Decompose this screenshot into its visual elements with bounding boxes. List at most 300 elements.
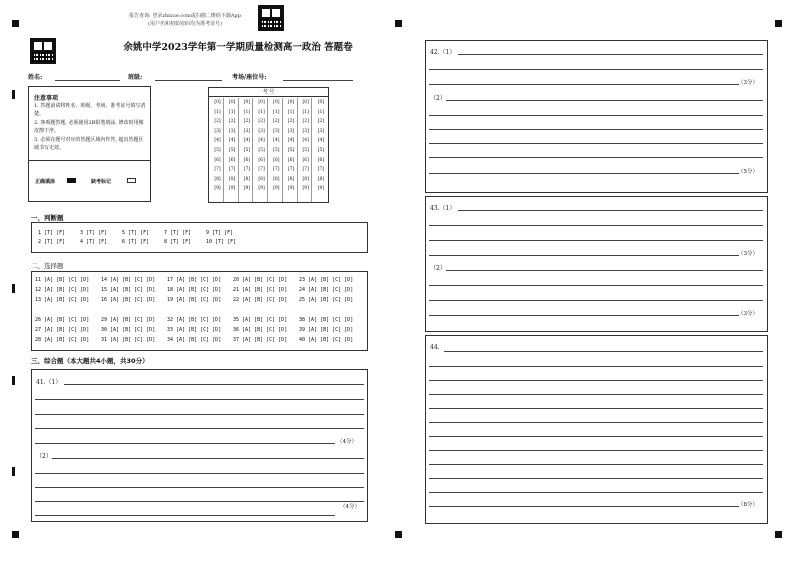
exam-number-column [212,98,224,202]
tf-item[interactable] [206,239,236,245]
q41-score2: （4分） [340,504,360,510]
answer-line[interactable] [429,225,763,226]
answer-line[interactable] [458,210,763,211]
mc-options[interactable]: [A] [B] [C] [D] [44,277,90,283]
tf-item-number: 10 [206,239,213,245]
answer-line[interactable] [429,129,763,130]
exam-digit-bubble[interactable]: [4] [317,138,325,144]
mc-item-number: 39 [299,327,306,333]
exam-digit-bubble[interactable]: [8] [243,176,251,182]
answer-line[interactable] [429,506,739,507]
mc-item-number: 15 [101,287,108,293]
exam-digit-bubble[interactable]: [2] [317,119,325,125]
exam-digit-bubble[interactable]: [1] [258,109,265,115]
mc-item-number: 26 [35,317,42,323]
corner-marker [775,20,782,27]
tf-item-number: 1 [38,230,42,236]
mc-options[interactable]: [A] [B] [C] [D] [308,327,354,333]
exam-digit-bubble[interactable]: [5] [287,147,295,153]
mc-options[interactable]: [A] [B] [C] [D] [176,287,222,293]
exam-digit-bubble[interactable]: [6] [302,157,309,163]
mc-item-number: 36 [233,327,240,333]
exam-number-column [241,98,253,202]
mc-item-number: 21 [233,287,240,293]
mc-item[interactable] [101,317,155,323]
mc-item-number: 29 [101,317,108,323]
mc-options[interactable]: [A] [B] [C] [D] [44,337,90,343]
answer-line[interactable] [35,443,335,444]
answer-line[interactable] [429,69,763,70]
class-label: 班级: [128,74,143,81]
mc-item[interactable] [35,277,89,283]
exam-digit-bubble[interactable]: [3] [302,128,309,134]
mc-options[interactable]: [A] [B] [C] [D] [242,337,288,343]
exam-digit-bubble[interactable]: [6] [214,157,221,163]
q42-score1: （3分） [738,80,758,86]
mc-item[interactable] [167,337,221,343]
exam-digit-bubble[interactable]: [9] [214,186,221,192]
exam-digit-bubble[interactable]: [7] [243,167,251,173]
mc-item-number: 13 [35,297,42,303]
exam-digit-bubble[interactable]: [9] [258,186,265,192]
exam-digit-bubble[interactable]: [1] [302,109,309,115]
mc-options[interactable]: [A] [B] [C] [D] [308,317,354,323]
exam-digit-bubble[interactable]: [3] [258,128,265,134]
exam-number-column [227,98,239,202]
mc-item-number: 23 [299,277,306,283]
exam-digit-bubble[interactable]: [3] [214,128,221,134]
exam-digit-bubble[interactable]: [1] [229,109,236,115]
tf-options[interactable]: [T] [F] [44,230,66,236]
notice-heading: 注意事项 [34,95,59,102]
answer-line[interactable] [35,428,364,429]
q43-score2: （3分） [738,311,758,317]
answer-line[interactable] [64,384,364,385]
exam-digit-bubble[interactable]: [2] [214,119,221,125]
tf-options[interactable]: [T] [F] [86,230,108,236]
answer-line[interactable] [35,399,364,400]
mc-item[interactable] [299,297,353,303]
notice-divider [29,160,150,161]
tf-options[interactable]: [T] [F] [86,239,108,245]
exam-digit-bubble[interactable]: [2] [258,119,265,125]
mc-item-number: 32 [167,317,174,323]
exam-digit-bubble[interactable]: [1] [273,109,280,115]
mc-options[interactable]: [A] [B] [C] [D] [242,287,288,293]
answer-line[interactable] [52,458,364,459]
tf-item[interactable] [122,230,149,236]
tf-item[interactable] [164,239,191,245]
answer-line[interactable] [429,436,763,437]
exam-digit-bubble[interactable]: [6] [273,157,280,163]
seat-field[interactable] [283,80,353,81]
tf-item-number: 4 [80,239,84,245]
section2-title: 二、选择题 [31,262,64,270]
page-title: 余姚中学2023学年第一学期质量检测高一政治 答题卷 [123,42,353,53]
answer-line[interactable] [35,515,335,516]
mc-options[interactable]: [A] [B] [C] [D] [176,327,222,333]
exam-digit-bubble[interactable]: [9] [317,186,325,192]
q42-label: 42.（1） [430,49,456,56]
exam-number-heading: 考 号 [209,88,328,97]
exam-number-grid [208,87,329,203]
exam-digit-bubble[interactable]: [7] [302,167,309,173]
mc-options[interactable]: [A] [B] [C] [D] [242,317,288,323]
mc-item[interactable] [233,287,287,293]
exam-number-column [315,98,327,202]
exam-digit-bubble[interactable]: [9] [229,186,236,192]
answer-line[interactable] [429,492,763,493]
q44-box [425,335,768,524]
q42-box [425,40,768,193]
mc-options[interactable]: [A] [B] [C] [D] [176,337,222,343]
exam-digit-bubble[interactable]: [5] [214,147,221,153]
exam-digit-bubble[interactable]: [3] [229,128,236,134]
exam-digit-bubble[interactable]: [0] [229,100,236,105]
answer-line[interactable] [444,351,763,352]
mc-options[interactable]: [A] [B] [C] [D] [308,297,354,303]
q44-score: （8分） [738,502,758,508]
mc-item-number: 12 [35,287,42,293]
section1-box [31,222,368,253]
mc-item-number: 30 [101,327,108,333]
notice-box [28,86,151,202]
app-qr-code [258,5,284,31]
exam-digit-bubble[interactable]: [4] [214,138,221,144]
exam-digit-bubble[interactable]: [8] [302,176,309,182]
mc-item-number: 35 [233,317,240,323]
exam-digit-bubble[interactable]: [1] [317,109,325,115]
mc-options[interactable]: [A] [B] [C] [D] [110,297,156,303]
mc-item[interactable] [167,297,221,303]
mc-options[interactable]: [A] [B] [C] [D] [110,287,156,293]
answer-line[interactable] [429,394,763,395]
notice-item: 2. 客观题答题, 必须使用2B铅笔填涂, 修改时用橡皮擦干净。 [34,120,144,134]
mc-item-number: 24 [299,287,306,293]
mc-item[interactable] [233,317,287,323]
exam-digit-bubble[interactable]: [9] [302,186,309,192]
answer-line[interactable] [429,478,763,479]
mc-item[interactable] [299,287,353,293]
mc-options[interactable]: [A] [B] [C] [D] [176,317,222,323]
mc-options[interactable]: [A] [B] [C] [D] [110,277,156,283]
answer-line[interactable] [35,487,364,488]
exam-digit-bubble[interactable]: [5] [273,147,280,153]
exam-digit-bubble[interactable]: [9] [243,186,251,192]
answer-line[interactable] [429,255,739,256]
report-notice-line1: 报告查询: 登录zhixue.com或扫描二维码下载App [129,13,241,19]
answer-line[interactable] [429,366,763,367]
tf-item[interactable] [80,230,107,236]
mc-item-number: 20 [233,277,240,283]
mc-item-number: 38 [299,317,306,323]
answer-line[interactable] [446,270,763,271]
exam-digit-bubble[interactable]: [3] [287,128,295,134]
mc-item[interactable] [299,327,353,333]
mc-item-number: 25 [299,297,306,303]
mc-item[interactable] [299,317,353,323]
exam-digit-bubble[interactable]: [4] [287,138,295,144]
mc-options[interactable]: [A] [B] [C] [D] [110,317,156,323]
tf-item[interactable] [206,230,233,236]
exam-number-column [300,98,312,202]
q44-label: 44. [430,344,440,351]
mc-item-number: 11 [35,277,42,283]
exam-digit-bubble[interactable]: [6] [287,157,295,163]
q41-sub2-label: （2） [36,453,52,460]
mc-item[interactable] [233,297,287,303]
answer-line[interactable] [35,473,364,474]
exam-digit-bubble[interactable]: [0] [214,100,221,105]
section2-box [31,271,368,351]
mc-item-number: 33 [167,327,174,333]
name-field[interactable] [55,80,120,81]
exam-digit-bubble[interactable]: [4] [302,138,309,144]
tf-options[interactable]: [T] [F] [212,230,234,236]
exam-digit-bubble[interactable]: [6] [229,157,236,163]
answer-line[interactable] [429,450,763,451]
answer-line[interactable] [429,173,739,174]
exam-digit-bubble[interactable]: [7] [317,167,325,173]
answer-line[interactable] [429,380,763,381]
report-notice [115,12,255,28]
mc-options[interactable]: [A] [B] [C] [D] [308,287,354,293]
q41-box [31,369,368,522]
mc-item-number: 34 [167,337,174,343]
exam-digit-bubble[interactable]: [9] [287,186,295,192]
exam-digit-bubble[interactable]: [0] [317,100,325,105]
exam-digit-bubble[interactable]: [5] [317,147,325,153]
exam-digit-bubble[interactable]: [9] [273,186,280,192]
tf-item[interactable] [164,230,191,236]
mc-item[interactable] [35,327,89,333]
mc-item[interactable] [101,327,155,333]
mc-item[interactable] [233,337,287,343]
exam-digit-bubble[interactable]: [8] [317,176,325,182]
correct-fill-sample [67,178,76,183]
mc-item-number: 18 [167,287,174,293]
exam-digit-bubble[interactable]: [2] [302,119,309,125]
answer-line[interactable] [458,54,763,55]
notice-item: 1. 答题前请将姓名、班级、考场、准考证号填写清楚。 [34,103,146,117]
tf-options[interactable]: [T] [F] [128,239,150,245]
notice-item: 3. 必须在题号对应的答题区域内作答, 超出答题区域书写无效。 [34,137,144,151]
answer-line[interactable] [35,501,364,502]
side-marker [12,90,15,99]
q42-sub2-label: （2） [430,95,446,102]
tf-item[interactable] [38,239,65,245]
absent-mark-box[interactable] [127,178,136,183]
report-notice-line2: (用户名和初始密码均为准考证号) [148,21,222,27]
exam-number-column [256,98,268,202]
exam-digit-bubble[interactable]: [4] [229,138,236,144]
answer-line[interactable] [429,115,763,116]
mc-item[interactable] [101,297,155,303]
q41-score1: （4分） [337,439,357,445]
mc-item[interactable] [101,337,155,343]
corner-marker [12,531,19,538]
exam-digit-bubble[interactable]: [8] [273,176,280,182]
mc-options[interactable]: [A] [B] [C] [D] [110,337,156,343]
answer-line[interactable] [446,100,763,101]
exam-digit-bubble[interactable]: [3] [317,128,325,134]
exam-digit-bubble[interactable]: [1] [243,109,251,115]
exam-digit-bubble[interactable]: [1] [287,109,295,115]
answer-line[interactable] [429,285,763,286]
answer-line[interactable] [429,240,763,241]
exam-digit-bubble[interactable]: [0] [287,100,295,105]
tf-options[interactable]: [T] [F] [170,239,192,245]
mc-item-number: 16 [101,297,108,303]
center-marker [395,20,402,27]
exam-digit-bubble[interactable]: [3] [243,128,251,134]
tf-item[interactable] [38,230,65,236]
mc-item-number: 40 [299,337,306,343]
exam-digit-bubble[interactable]: [4] [243,138,251,144]
answer-line[interactable] [429,408,763,409]
exam-digit-bubble[interactable]: [2] [287,119,295,125]
answer-line[interactable] [429,157,763,158]
mc-item[interactable] [167,327,221,333]
exam-digit-bubble[interactable]: [2] [229,119,236,125]
exam-digit-bubble[interactable]: [6] [317,157,325,163]
q43-sub2-label: （2） [430,265,446,272]
mc-options[interactable]: [A] [B] [C] [D] [242,297,288,303]
exam-digit-bubble[interactable]: [3] [273,128,280,134]
mc-item-number: 27 [35,327,42,333]
mc-item[interactable] [35,317,89,323]
mc-item-number: 17 [167,277,174,283]
mc-item[interactable] [299,277,353,283]
exam-digit-bubble[interactable]: [5] [243,147,251,153]
mc-item-number: 22 [233,297,240,303]
q41-label: 41.（1） [36,379,62,386]
exam-digit-bubble[interactable]: [4] [273,138,280,144]
mc-options[interactable]: [A] [B] [C] [D] [176,277,222,283]
q43-box [425,196,768,332]
exam-digit-bubble[interactable]: [0] [258,100,265,105]
mc-item-number: 19 [167,297,174,303]
exam-digit-bubble[interactable]: [8] [287,176,295,182]
mc-item[interactable] [167,317,221,323]
exam-digit-bubble[interactable]: [0] [273,100,280,105]
mc-item[interactable] [35,287,89,293]
tf-item-number: 2 [38,239,42,245]
center-marker [395,531,402,538]
exam-digit-bubble[interactable]: [5] [302,147,309,153]
tf-item-number: 7 [164,230,168,236]
mc-options[interactable]: [A] [B] [C] [D] [242,277,288,283]
mc-options[interactable]: [A] [B] [C] [D] [110,327,156,333]
exam-digit-bubble[interactable]: [7] [229,167,236,173]
answer-line[interactable] [429,422,763,423]
answer-line[interactable] [429,464,763,465]
exam-digit-bubble[interactable]: [1] [214,109,221,115]
tf-item-number: 3 [80,230,84,236]
q43-label: 43.（1） [430,205,456,212]
tf-options[interactable]: [T] [F] [215,239,237,245]
exam-digit-bubble[interactable]: [8] [214,176,221,182]
tf-item-number: 9 [206,230,210,236]
exam-number-column [286,98,298,202]
exam-digit-bubble[interactable]: [2] [273,119,280,125]
exam-digit-bubble[interactable]: [2] [243,119,251,125]
mc-options[interactable]: [A] [B] [C] [D] [44,287,90,293]
mc-options[interactable]: [A] [B] [C] [D] [44,297,90,303]
tf-item[interactable] [80,239,107,245]
tf-item-number: 8 [164,239,168,245]
answer-line[interactable] [429,143,763,144]
mc-item-number: 31 [101,337,108,343]
mc-options[interactable]: [A] [B] [C] [D] [44,317,90,323]
exam-digit-bubble[interactable]: [4] [258,138,265,144]
exam-digit-bubble[interactable]: [8] [229,176,236,182]
exam-digit-bubble[interactable]: [7] [258,167,265,173]
side-marker [12,376,15,385]
mc-item[interactable] [35,337,89,343]
exam-digit-bubble[interactable]: [7] [214,167,221,173]
side-marker [12,284,15,293]
mc-item[interactable] [233,277,287,283]
answer-line[interactable] [35,414,364,415]
correct-fill-label: 正确填涂 [35,179,56,185]
tf-item-number: 6 [122,239,126,245]
tf-item-number: 5 [122,230,126,236]
mc-options[interactable]: [A] [B] [C] [D] [308,337,354,343]
exam-digit-bubble[interactable]: [7] [273,167,280,173]
mc-item-number: 28 [35,337,42,343]
section3-title: 三、综合题（本大题共4小题，共30分） [31,357,149,365]
corner-marker [12,20,19,27]
tf-options[interactable]: [T] [F] [128,230,150,236]
class-field[interactable] [155,80,222,81]
exam-digit-bubble[interactable]: [0] [243,100,251,105]
exam-number-column [271,98,283,202]
exam-digit-bubble[interactable]: [5] [258,147,265,153]
exam-digit-bubble[interactable]: [5] [229,147,236,153]
mc-item[interactable] [299,337,353,343]
mc-item[interactable] [35,297,89,303]
mc-options[interactable]: [A] [B] [C] [D] [44,327,90,333]
side-marker [12,467,15,476]
answer-line[interactable] [429,84,739,85]
mc-item[interactable] [233,327,287,333]
section1-title: 一、判断题 [31,214,64,222]
corner-marker [775,531,782,538]
exam-digit-bubble[interactable]: [6] [243,157,251,163]
mc-item[interactable] [167,287,221,293]
mc-item-number: 14 [101,277,108,283]
exam-digit-bubble[interactable]: [0] [302,100,309,105]
tf-options[interactable]: [T] [F] [44,239,66,245]
exam-digit-bubble[interactable]: [7] [287,167,295,173]
q43-score1: （3分） [738,251,758,257]
answer-line[interactable] [429,315,739,316]
mc-options[interactable]: [A] [B] [C] [D] [242,327,288,333]
mc-item[interactable] [101,287,155,293]
mc-options[interactable]: [A] [B] [C] [D] [176,297,222,303]
name-label: 姓名: [28,74,43,81]
tf-item[interactable] [122,239,149,245]
mc-item[interactable] [101,277,155,283]
mc-item[interactable] [167,277,221,283]
exam-digit-bubble[interactable]: [8] [258,176,265,182]
tf-options[interactable]: [T] [F] [170,230,192,236]
exam-digit-bubble[interactable]: [6] [258,157,265,163]
mc-options[interactable]: [A] [B] [C] [D] [308,277,354,283]
absent-mark-label: 缺考标记 [91,179,112,185]
answer-line[interactable] [429,300,763,301]
